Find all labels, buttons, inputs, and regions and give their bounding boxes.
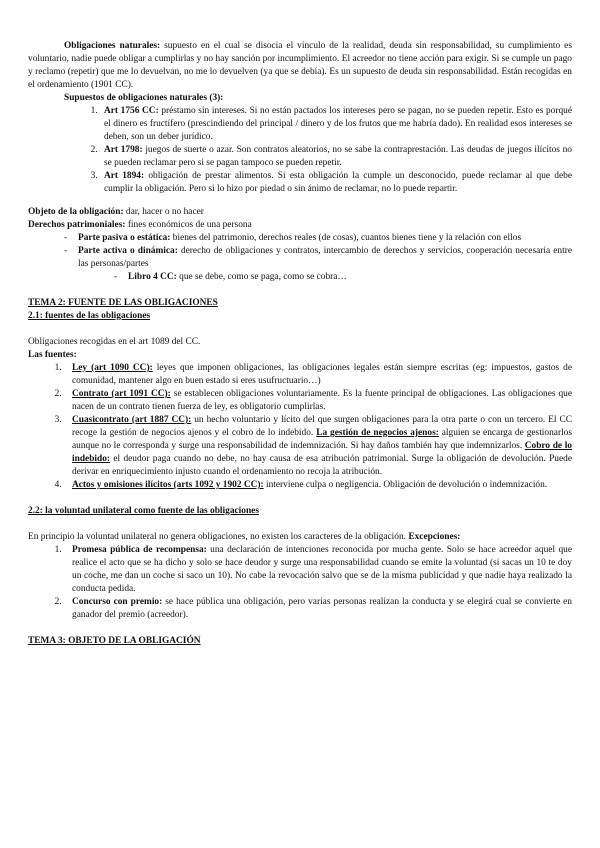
item-text: interviene culpa o negligencia. Obligación de devolución o indemnización. xyxy=(263,480,548,490)
supuestos-list xyxy=(28,105,572,196)
item-term: Actos y omisiones ilícitos (arts 1092 y 1902 CC): xyxy=(72,480,264,490)
list-item xyxy=(100,144,572,170)
objeto-line xyxy=(28,206,572,219)
tema3-title: TEMA 3: OBJETO DE LA OBLIGACIÓN xyxy=(28,636,201,646)
item-term: Cobro de lo indebido: xyxy=(72,441,572,464)
item-text: préstamo sin intereses. Si no están pactados los intereses pero se pagan, no se pueden repetir. Esto es porqué el dinero es fructífero (prescindiendo del principal / dinero y de los frutos que me habría dado). En realidad esos intereses se deben, son un deber jurídico. xyxy=(104,106,573,142)
section-2-1-title: 2.1: fuentes de las obligaciones xyxy=(28,311,151,321)
fuentes-label-text: Las fuentes: xyxy=(28,350,77,360)
excepciones-list xyxy=(28,544,572,622)
derechos-list xyxy=(28,232,572,284)
item-text: un hecho voluntario y lícito del que surgen obligaciones para la otra parte o con un tercero. El CC recoge la gestión de negocios ajenos y el cobro de lo indebido. xyxy=(72,415,572,438)
list-item xyxy=(64,232,572,245)
list-item xyxy=(64,479,572,492)
section-2-2-title: 2.2: la voluntad unilateral como fuente de las obligaciones xyxy=(28,506,259,516)
derechos-line xyxy=(28,219,572,232)
recogidas-line: Obligaciones recogidas en el art 1089 del CC. xyxy=(28,337,201,347)
item-term: Art 1894: xyxy=(104,171,145,181)
item-term: Art 1798: xyxy=(104,145,143,155)
list-item xyxy=(64,362,572,388)
item-term: Concurso con premio: xyxy=(72,597,163,607)
item-text: una declaración de intenciones reconocida por mucha gente. Solo se hace acreedor aquel que realice el acto que se ha dicho y solo se hace deudor y surge una responsabilidad cuando se emite la voluntad (si sacas un 10 te doy un coche, me dan un coche si saco un 10). No cabe la revocación salvo que se de la misma publicidad y que nadie haya realizado la conducta pedida. xyxy=(72,545,572,594)
supuestos-title: Supuestos de obligaciones naturales (3): xyxy=(64,93,224,103)
intro-paragraph xyxy=(28,40,572,92)
item-text: bienes del patrimonio, derechos reales (de cosas), cuantos bienes tiene y la relación con ellos xyxy=(170,233,522,243)
item-term: Parte activa o dinámica: xyxy=(78,246,178,256)
fuentes-list xyxy=(28,362,572,492)
item-term: Parte pasiva o estática: xyxy=(78,233,171,243)
excepciones-label: Excepciones: xyxy=(408,532,461,542)
intro-term: Obligaciones naturales: xyxy=(64,41,161,51)
list-item xyxy=(64,388,572,414)
objeto-term: Objeto de la obligación: xyxy=(28,207,124,217)
principio-line xyxy=(28,531,572,544)
list-item xyxy=(100,105,572,144)
derechos-sublist xyxy=(78,271,572,284)
objeto-text: dar, hacer o no hacer xyxy=(123,207,204,217)
item-term: Cuasicontrato (art 1887 CC): xyxy=(72,415,192,425)
item-text: se establecen obligaciones voluntariamente. Es la fuente principal de obligaciones. Las obligaciones que nacen de un contrato tienen fuerza de ley, es obligatorio cumplirlas. xyxy=(72,389,572,412)
intro-text: supuesto en el cual se disocia el vínculo de la realidad, deuda sin responsabilidad, su cumplimiento es voluntario, nadie puede obligar a cumplirlas y no hay sanción por incumplimiento. El acreedor no tiene acción para exigir. Si se cumple un pago y reclamo (repetir) que me lo devuelvan, no me lo devuelven (ya que se debía). Es un supuesto de deuda sin responsabilidad. Están recogidas en el ordenamiento (1901 CC). xyxy=(28,41,572,90)
list-item xyxy=(64,596,572,622)
item-text: alguien se encarga de gestionarlos aunque no le corresponda y surge una responsabilidad de indemnización. Si hay daños también hay que indemnizarlos. xyxy=(72,428,573,451)
item-term: La gestión de negocios ajenos: xyxy=(316,428,439,438)
list-item xyxy=(64,544,572,596)
item-text: juegos de suerte o azar. Son contratos aleatorios, no se sabe la contraprestación. Las deudas de juegos ilícitos no se pueden reclamar pero si se pagan tampoco se pueden repetir. xyxy=(104,145,572,168)
derechos-term: Derechos patrimoniales: xyxy=(28,220,126,230)
item-text: leyes que imponen obligaciones, las obligaciones legales están siempre escritas (eg: impuestos, gastos de comunidad, mantener algo en buen estado si eres usufructuario…) xyxy=(72,363,572,386)
list-item xyxy=(114,271,572,284)
item-term: Contrato (art 1091 CC): xyxy=(72,389,171,399)
item-text: que se debe, como se paga, como se cobra… xyxy=(176,272,347,282)
item-term: Libro 4 CC: xyxy=(128,272,177,282)
list-item xyxy=(64,414,572,479)
principio-text: En principio la voluntad unilateral no genera obligaciones, no existen los caracteres de la obligación. xyxy=(28,532,409,542)
item-text: obligación de prestar alimentos. Si esta obligación la cumple un desconocido, puede reclamar al que debe cumplir la obligación. Pero si lo hizo por piedad o sin ánimo de reclamar, no lo puede repartir. xyxy=(104,171,572,194)
item-term: Promesa pública de recompensa: xyxy=(72,545,207,555)
list-item xyxy=(100,170,572,196)
tema2-title: TEMA 2: FUENTE DE LAS OBLIGACIONES xyxy=(28,298,218,308)
derechos-text: fines económicos de una persona xyxy=(125,220,252,230)
fuentes-label xyxy=(28,349,572,362)
item-text: se hace pública una obligación, pero varias personas realizan la conducta y se elegirá cual se convierte en ganador del premio (acreedor). xyxy=(72,597,572,620)
list-item xyxy=(64,245,572,284)
item-text: el deudor paga cuando no debe, no hay causa de esa atribución patrimonial. Surge la obligación de devolución. Puede derivar en enriquecimiento injusto cuando el ordenamiento no recoja la atribución. xyxy=(72,454,572,477)
item-term: Ley (art 1090 CC): xyxy=(72,363,153,373)
item-text: derecho de obligaciones y contratos, intercambio de derechos y servicios, cooperación necesaria entre las personas/partes xyxy=(78,246,572,269)
item-term: Art 1756 CC: xyxy=(104,106,159,116)
